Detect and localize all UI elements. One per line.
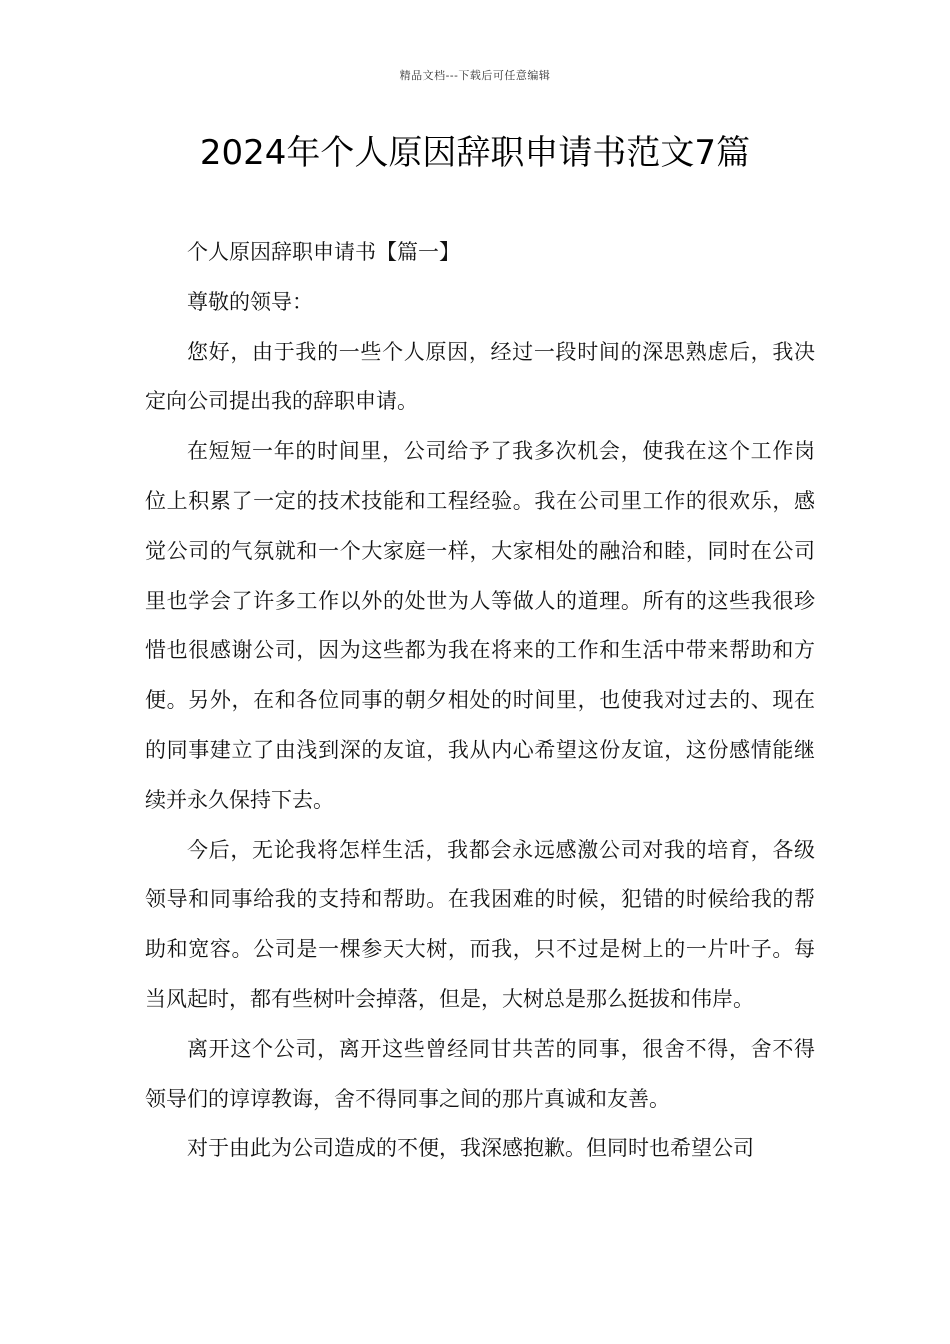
paragraph: 离开这个公司，离开这些曾经同甘共苦的同事，很舍不得，舍不得领导们的谆谆教诲，舍不得同事之间的那片真诚和友善。 (145, 1036, 815, 1111)
section-heading: 个人原因辞职申请书【篇一】 (187, 240, 460, 264)
paragraph: 今后，无论我将怎样生活，我都会永远感激公司对我的培育，各级领导和同事给我的支持和帮助。在我困难的时候，犯错的时候给我的帮助和宽容。公司是一棵参天大树，而我，只不过是树上的一片叶子。每当风起时，都有些树叶会掉落，但是，大树总是那么挺拔和伟岸。 (145, 837, 815, 1011)
salutation: 尊敬的领导： (187, 289, 313, 314)
header-note: 精品文档---下载后可任意编辑 (399, 69, 551, 82)
paragraph: 对于由此为公司造成的不便，我深感抱歉。但同时也希望公司 (187, 1136, 754, 1161)
document-body (145, 228, 815, 1174)
paragraph: 在短短一年的时间里，公司给予了我多次机会，使我在这个工作岗位上积累了一定的技术技能和工程经验。我在公司里工作的很欢乐，感觉公司的气氛就和一个大家庭一样，大家相处的融洽和睦，同时在公司里也学会了许多工作以外的处世为人等做人的道理。所有的这些我很珍惜也很感谢公司，因为这些都为我在将来的工作和生活中带来帮助和方便。另外，在和各位同事的朝夕相处的时间里，也使我对过去的、现在的同事建立了由浅到深的友谊，我从内心希望这份友谊，这份感情能继续并永久保持下去。 (145, 439, 815, 812)
document-title: 2024年个人原因辞职申请书范文7篇 (199, 133, 751, 173)
paragraph: 您好，由于我的一些个人原因，经过一段时间的深思熟虑后，我决定向公司提出我的辞职申请。 (145, 339, 815, 414)
